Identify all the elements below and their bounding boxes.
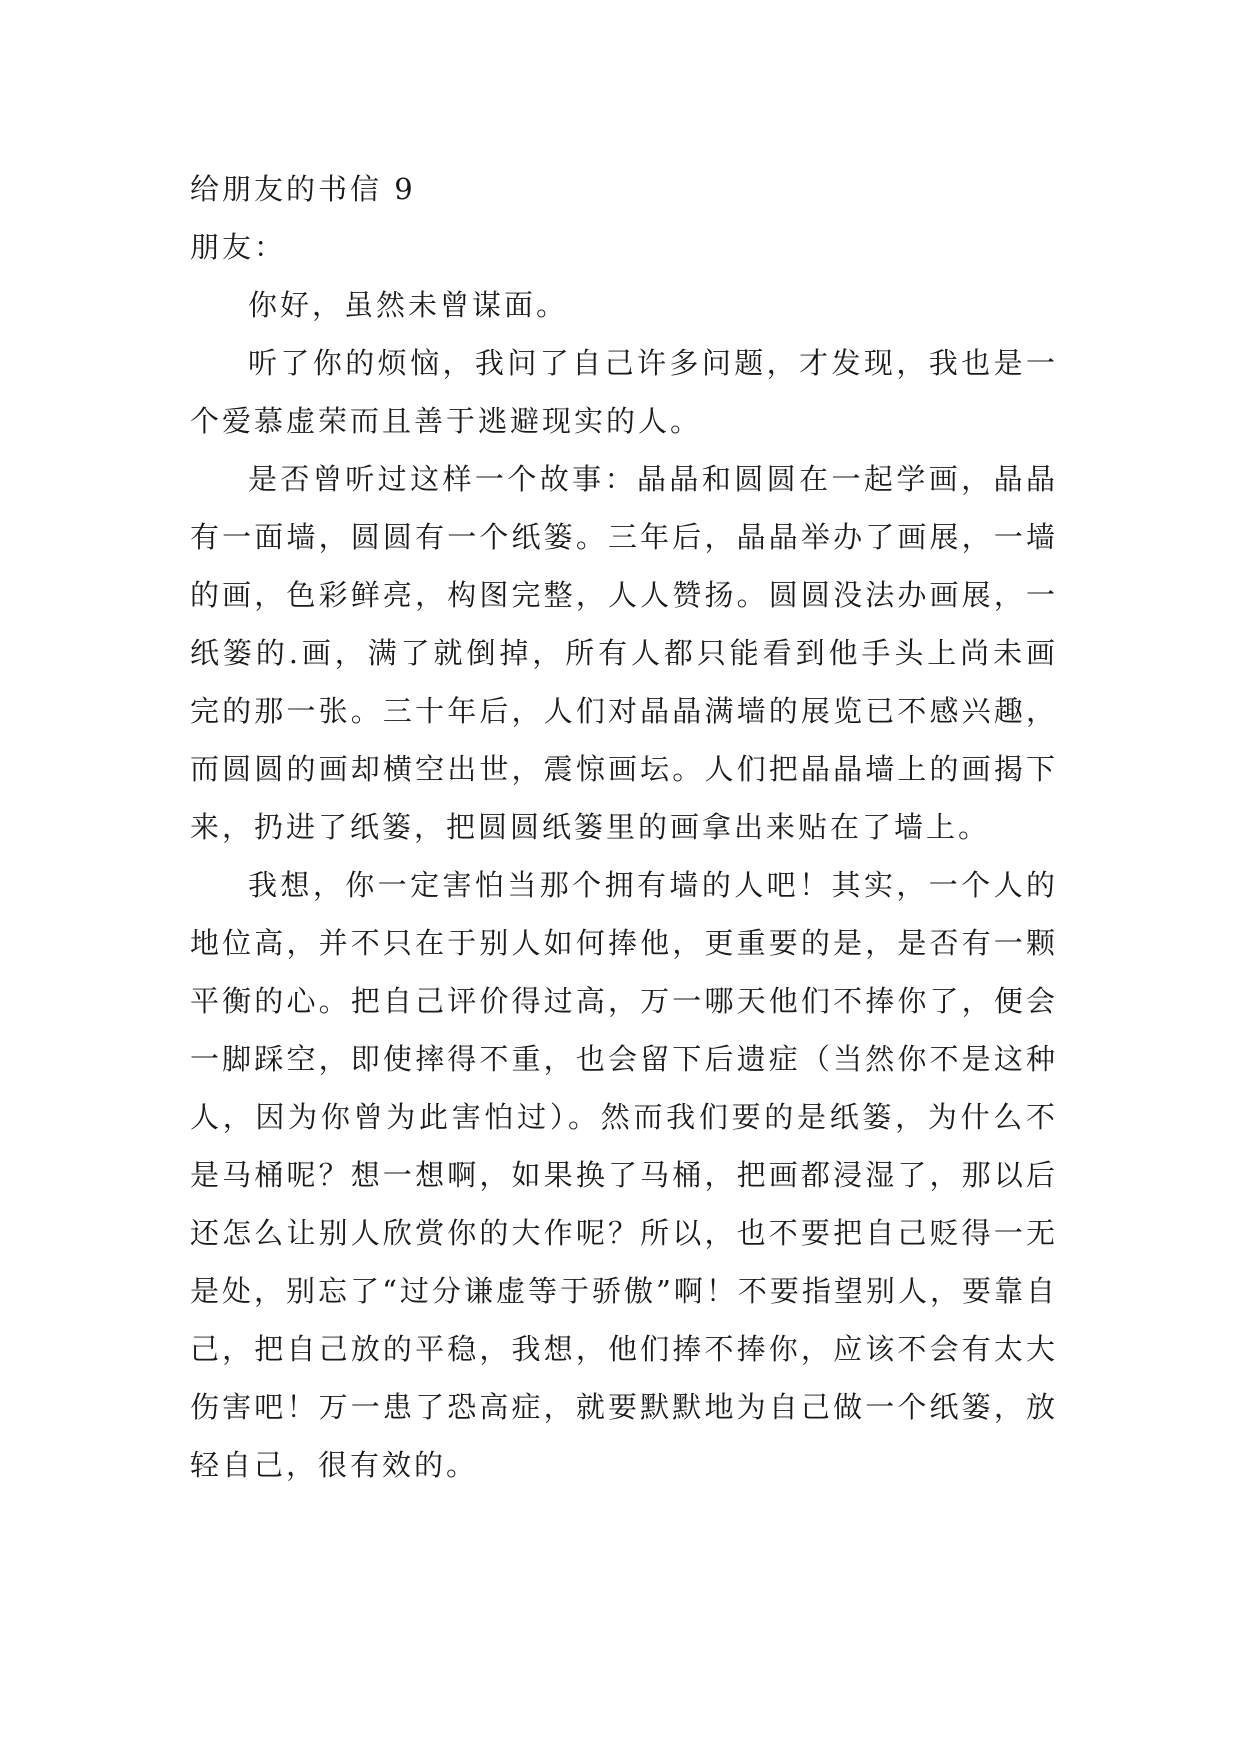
document-title: 给朋友的书信 9 (190, 172, 416, 206)
paragraph-advice: 我想，你一定害怕当那个拥有墙的人吧！其实，一个人的地位高，并不只在于别人如何捧他，更重要的是，是否有一颗平衡的心。把自己评价得过高，万一哪天他们不捧你了，便会一脚踩空，即使摔得不重，也会留下后遗症（当然你不是这种人，因为你曾为此害怕过）。然而我们要的是纸篓，为什么不是马桶呢？想一想啊，如果换了马桶，把画都浸湿了，那以后还怎么让别人欣赏你的大作呢？所以，也不要把自己贬得一无是处，别忘了“过分谦虚等于骄傲”啊！不要指望别人，要靠自己，把自己放的平稳，我想，他们捧不捧你，应该不会有太大伤害吧！万一患了恐高症，就要默默地为自己做一个纸篓，放轻自己，很有效的。 (190, 868, 1058, 1482)
letter-body (190, 160, 1058, 1494)
paragraph-greeting: 你好，虽然未曾谋面。 (248, 288, 569, 322)
paragraph-reflection: 听了你的烦恼，我问了自己许多问题，才发现，我也是一个爱慕虚荣而且善于逃避现实的人。 (190, 346, 1058, 438)
salutation: 朋友： (190, 230, 287, 264)
paragraph-story: 是否曾听过这样一个故事：晶晶和圆圆在一起学画，晶晶有一面墙，圆圆有一个纸篓。三年后，晶晶举办了画展，一墙的画，色彩鲜亮，构图完整，人人赞扬。圆圆没法办画展，一纸篓的.画，满了就倒掉，所有人都只能看到他手头上尚未画完的那一张。三十年后，人们对晶晶满墙的展览已不感兴趣，而圆圆的画却横空出世，震惊画坛。人们把晶晶墙上的画揭下来，扔进了纸篓，把圆圆纸篓里的画拿出来贴在了墙上。 (190, 462, 1058, 844)
